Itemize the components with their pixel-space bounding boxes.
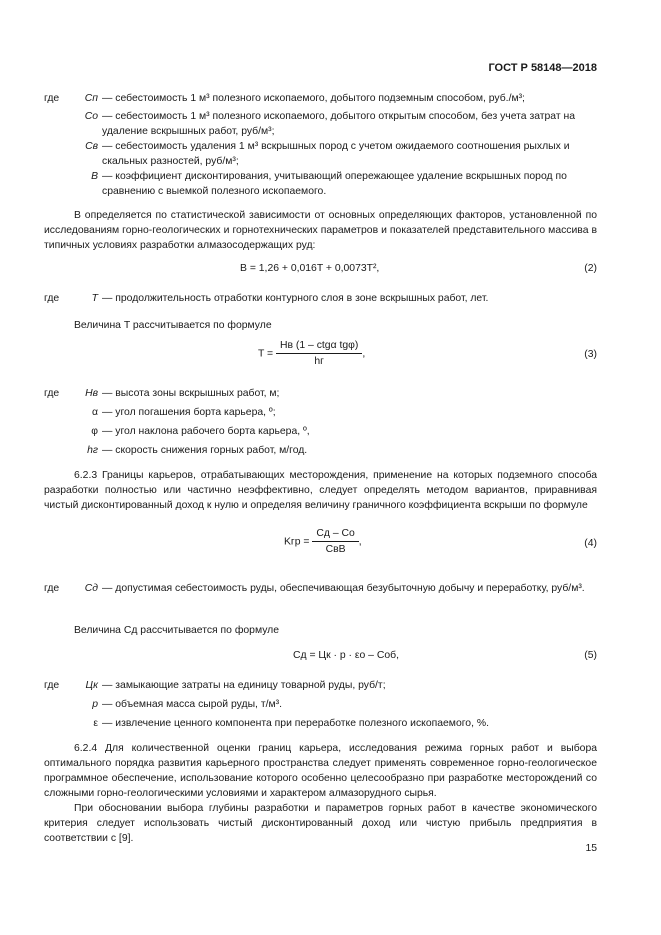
definition-text: — себестоимость 1 м³ полезного ископаемого, добытого открытым способом, без учета затрат на удаление вскрышных работ, руб/м³; <box>102 111 576 137</box>
definition-text: — угол наклона рабочего борта карьера, º, <box>102 426 310 437</box>
formula-intro-cd: Величина Cд рассчитывается по формуле <box>74 625 280 636</box>
definition-p <box>44 697 597 712</box>
where-word: где <box>44 680 60 691</box>
equation-number: (5) <box>584 650 597 661</box>
definition-hv <box>44 386 597 401</box>
fraction <box>276 340 362 367</box>
equation-lhs: T = <box>258 348 274 360</box>
equation-number: (2) <box>584 263 597 274</box>
symbol: α <box>91 407 98 418</box>
denominator: CвB <box>325 544 346 555</box>
symbol: ε <box>93 718 98 729</box>
symbol: φ <box>91 426 98 437</box>
equation-3 <box>44 340 597 374</box>
equation-body: Cд = Цк · p · εо – Cоб, <box>293 650 399 661</box>
definition-text: — допустимая себестоимость руды, обеспечивающая безубыточную добычу и переработку, руб/м³. <box>102 583 585 594</box>
definition-text: — себестоимость удаления 1 м³ вскрышных пород с учетом ожидаемого соотношения рыхлых и скальных разностей, руб/м³; <box>102 141 570 167</box>
fraction <box>312 528 358 555</box>
numerator: Hв (1 – ctgα tgφ) <box>276 340 362 354</box>
symbol: T <box>91 293 98 304</box>
symbol: Cв <box>85 141 98 152</box>
where-word: где <box>44 583 60 594</box>
definition-alpha <box>44 405 597 420</box>
definition-t <box>44 291 597 306</box>
paragraph-b-definition: B определяется по статистической зависимости от основных определяющих факторов, установленной по исследованиям горно-геологических и горнотехнических параметров и показателей представительного массива в типичных условиях разработки алмазосодержащих руд: <box>44 210 597 251</box>
equation-body <box>258 340 365 367</box>
symbol: Hв <box>85 388 98 399</box>
definition-text: — объемная масса сырой руды, т/м³. <box>102 699 282 710</box>
definition-text: — извлечение ценного компонента при переработке полезного ископаемого, %. <box>102 718 489 729</box>
symbol: Cп <box>84 93 98 104</box>
definition-cp <box>44 91 597 106</box>
definition-hg <box>44 443 597 458</box>
definition-text: — коэффициент дисконтирования, учитывающий опережающее удаление вскрышных пород по сравнению с выемкой полезного ископаемого. <box>102 171 567 197</box>
definition-text: — высота зоны вскрышных работ, м; <box>102 388 280 399</box>
numerator: Cд – Cо <box>312 528 358 542</box>
definition-tsk <box>44 678 597 693</box>
paragraph-6-2-3: 6.2.3 Границы карьеров, отрабатывающих месторождения, применение на которых подземного способа разработки полностью или частично неэффективно, следует определять методом вариантов, приравнивая чистый дисконтированный доход к нулю и определяя величину граничного коэффициента вскрыши по формуле <box>44 470 597 511</box>
paragraph-economic-criterion: При обосновании выбора глубины разработки и параметров горных работ в качестве экономического критерия следует использовать чистый дисконтированный доход или чистую прибыль предприятия в соответствии с [9]. <box>44 803 597 844</box>
definition-text: — продолжительность отработки контурного слоя в зоне вскрышных работ, лет. <box>102 293 489 304</box>
symbol: p <box>92 699 98 710</box>
document-code: ГОСТ Р 58148—2018 <box>488 62 597 74</box>
equation-lhs: Kгр = <box>284 536 310 548</box>
definition-text: — замыкающие затраты на единицу товарной руды, руб/т; <box>102 680 386 691</box>
where-word: где <box>44 388 60 399</box>
equation-body: B = 1,26 + 0,016T + 0,0073T², <box>240 263 380 274</box>
denominator: hг <box>314 356 324 367</box>
symbol: Cо <box>84 111 98 122</box>
equation-tail: , <box>358 536 362 548</box>
definition-text: — угол погашения борта карьера, º; <box>102 407 276 418</box>
equation-4 <box>44 528 597 564</box>
definition-text: — скорость снижения горных работ, м/год. <box>102 445 308 456</box>
equation-tail: , <box>362 348 366 360</box>
where-word: где <box>44 93 60 104</box>
definition-co <box>44 109 597 139</box>
equation-number: (4) <box>584 538 597 549</box>
symbol: Цк <box>85 680 98 691</box>
definition-text: — себестоимость 1 м³ полезного ископаемого, добытого подземным способом, руб./м³; <box>102 93 525 104</box>
definition-phi <box>44 424 597 439</box>
equation-2 <box>44 263 597 293</box>
equation-5 <box>44 650 597 680</box>
definition-b <box>44 169 597 199</box>
paragraph-6-2-4: 6.2.4 Для количественной оценки границ карьера, исследования режима горных работ и выбора оптимального порядка развития карьерного пространства следует применять современное горно-геологическое программное обеспечение, использование которого особенно целесообразно при разработке месторождений со сложными горно-геологическими условиями и характером алмазорудного сырья. <box>44 743 597 799</box>
where-word: где <box>44 293 60 304</box>
symbol: B <box>91 171 98 182</box>
symbol: Cд <box>84 583 98 594</box>
definition-cv <box>44 139 597 169</box>
definition-epsilon <box>44 716 597 731</box>
definition-cd <box>44 581 597 611</box>
page-number: 15 <box>585 843 597 854</box>
equation-number: (3) <box>584 349 597 360</box>
formula-intro-t: Величина T рассчитывается по формуле <box>74 320 272 331</box>
equation-body <box>284 528 362 555</box>
symbol: hг <box>87 445 98 456</box>
